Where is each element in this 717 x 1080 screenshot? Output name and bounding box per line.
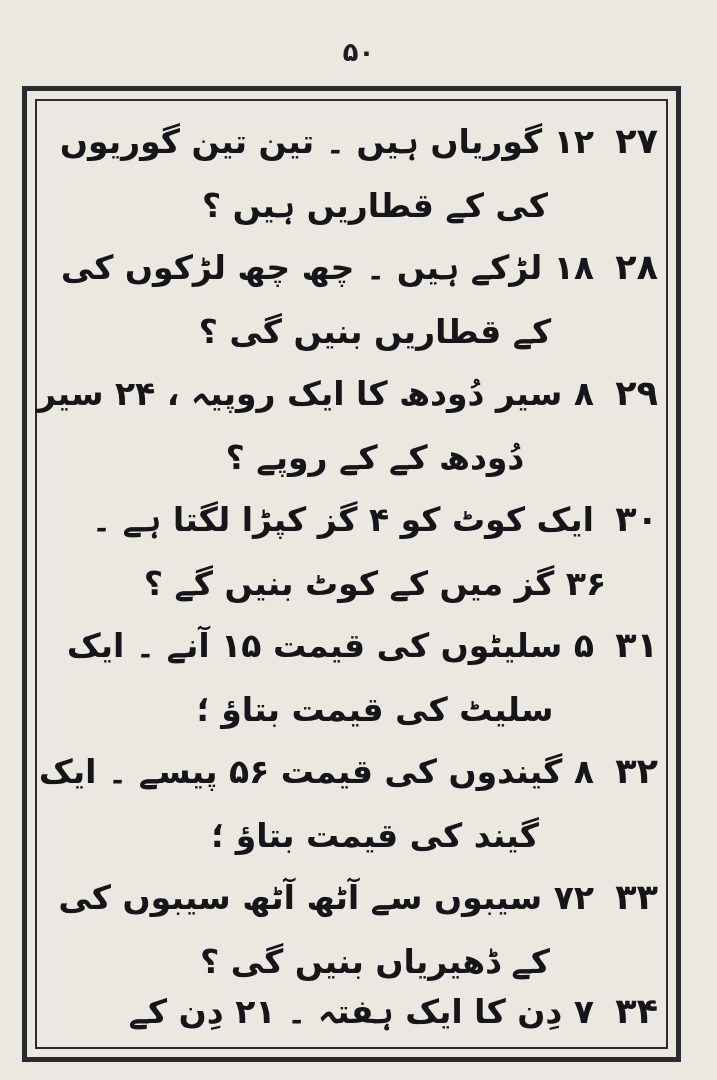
problem-line: [52, 488, 658, 552]
problem-text: کی کے قطاریں ہیں ؟: [202, 186, 548, 225]
problem-text: ۸ گیندوں کی قیمت ۵۶ پیسے ۔ ایک: [38, 752, 594, 791]
problem-text: کے قطاریں بنیں گی ؟: [198, 312, 552, 351]
problem-32: [38, 740, 658, 868]
problem-line: [52, 300, 658, 364]
problem-text: ۳۶ گز میں کے کوٹ بنیں گے ؟: [143, 564, 607, 603]
problem-text: کے ڈھیریاں بنیں گی ؟: [200, 942, 550, 981]
problem-text: سلیٹ کی قیمت بتاؤ ؛: [196, 690, 554, 729]
problem-text: ۷ دِن کا ایک ہفتہ ۔ ۲۱ دِن کے: [128, 992, 594, 1031]
problem-line: [52, 614, 658, 678]
problem-27: [52, 110, 658, 238]
problem-text: ۵ سلیٹوں کی قیمت ۱۵ آنے ۔ ایک: [66, 626, 594, 665]
problem-number: ۳۳: [615, 878, 658, 918]
problem-text: گیند کی قیمت بتاؤ ؛: [211, 816, 539, 855]
problem-text: ۸ سیر دُودھ کا ایک روپیہ ، ۲۴ سیر: [37, 374, 594, 413]
problem-31: [52, 614, 658, 742]
problem-number: ۳۲: [615, 752, 658, 792]
problem-number: ۲۷: [615, 122, 658, 162]
problem-number: ۳۴: [615, 992, 658, 1032]
problem-line: [52, 110, 658, 174]
problem-30: [52, 488, 658, 616]
problem-text: ۱۸ لڑکے ہیں ۔ چھ چھ لڑکوں کی: [60, 248, 594, 287]
problem-28: [52, 236, 658, 364]
problem-line: [52, 980, 658, 1044]
problem-text: ۷۲ سیبوں سے آٹھ آٹھ سیبوں کی: [58, 878, 594, 917]
problem-line: [37, 362, 658, 426]
problem-line: [52, 678, 658, 742]
problem-line: [52, 552, 658, 616]
problem-line: [52, 426, 658, 490]
problem-number: ۳۰: [615, 500, 658, 540]
problem-list: [37, 110, 658, 1040]
problem-line: [52, 804, 658, 868]
problem-line: [38, 740, 658, 804]
page-number: ۵۰: [342, 38, 375, 68]
problem-line: [52, 174, 658, 238]
problem-number: ۲۹: [615, 374, 658, 414]
problem-29: [37, 362, 658, 490]
problem-33: [52, 866, 658, 994]
problem-line: [52, 866, 658, 930]
problem-text: ۱۲ گوریاں ہیں ۔ تین تین گوریوں: [59, 122, 594, 161]
problem-number: ۲۸: [615, 248, 658, 288]
problem-text: ایک کوٹ کو ۴ گز کپڑا لگتا ہے ۔: [91, 500, 594, 539]
problem-text: دُودھ کے کے روپے ؟: [225, 438, 525, 477]
problem-number: ۳۱: [615, 626, 658, 666]
problem-line: [52, 236, 658, 300]
problem-34: [52, 980, 658, 1044]
